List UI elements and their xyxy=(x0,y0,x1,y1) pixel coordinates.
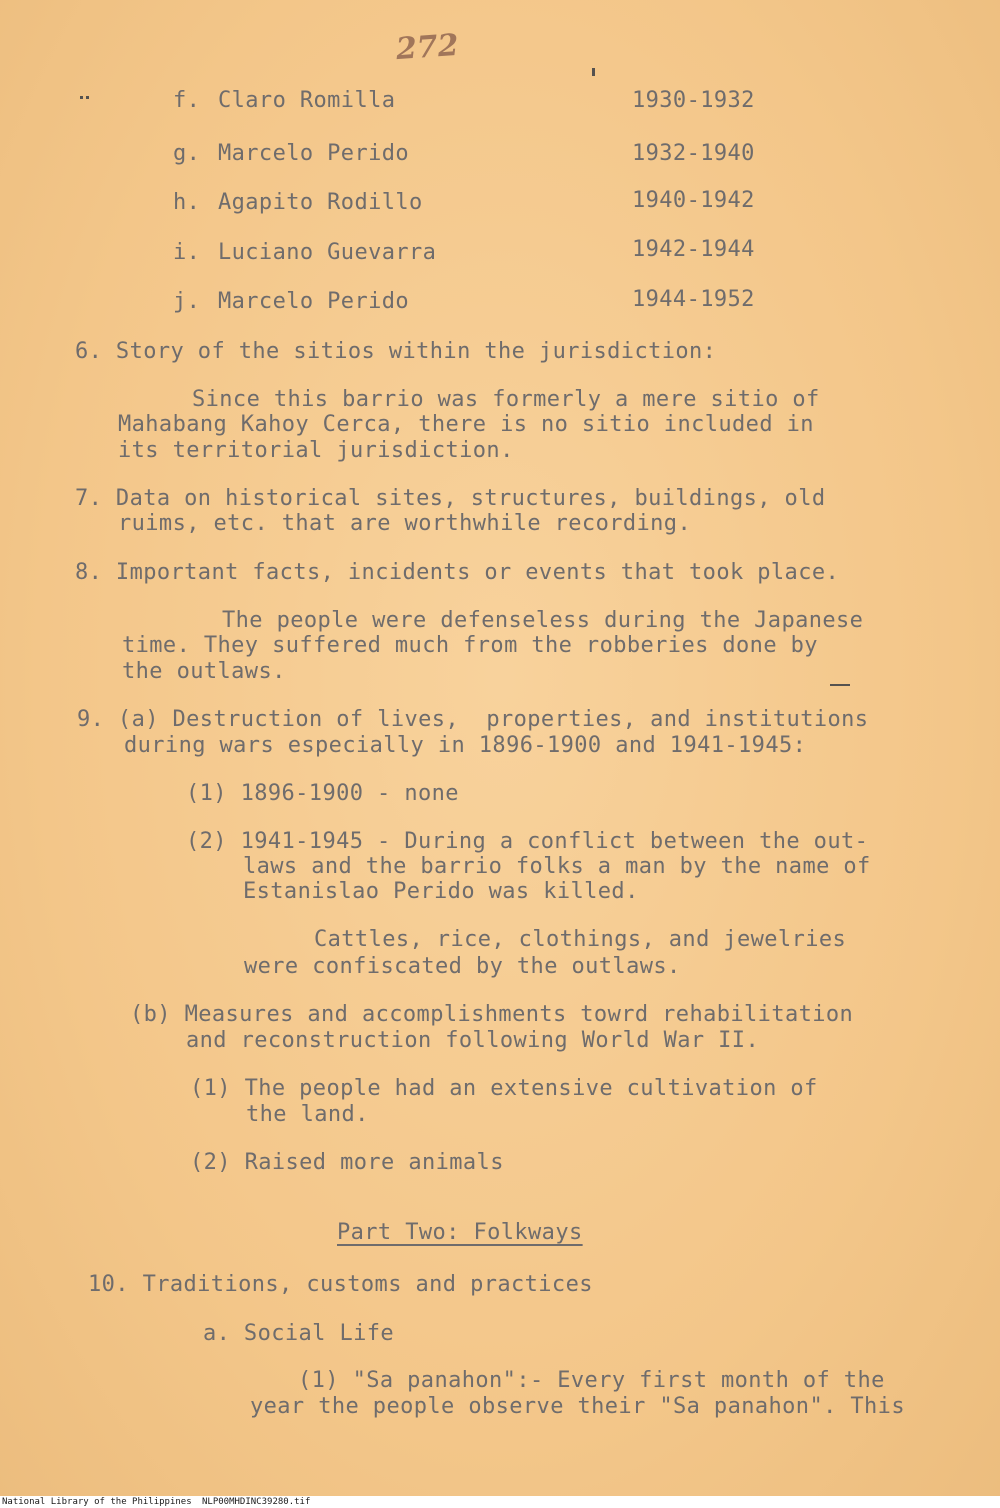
section-10-sub-a: a. Social Life xyxy=(203,1321,395,1346)
section-9a2-more: were confiscated by the outlaws. xyxy=(244,954,681,979)
section-9a2-line: (2) 1941-1945 - During a conflict between the out- xyxy=(186,829,869,854)
section-6-line: Since this barrio was formerly a mere sitio of xyxy=(192,387,820,412)
official-years: 1944-1952 xyxy=(632,287,755,312)
section-10-item-1: year the people observe their "Sa panahon". This xyxy=(250,1394,905,1419)
official-letter: g. xyxy=(173,141,201,166)
section-9b2: (2) Raised more animals xyxy=(190,1150,504,1175)
section-9b-line: (b) Measures and accomplishments towrd rehabilitation xyxy=(130,1002,854,1027)
official-name: Agapito Rodillo xyxy=(218,190,423,215)
official-name: Claro Romilla xyxy=(218,88,396,113)
page-number: 272 xyxy=(394,27,460,68)
section-9b1: the land. xyxy=(246,1102,369,1127)
section-7-line: 7. Data on historical sites, structures, buildings, old xyxy=(75,486,826,511)
stray-mark xyxy=(592,68,595,76)
official-letter: j. xyxy=(173,289,201,314)
stray-mark xyxy=(86,96,89,99)
section-9a2-line: Estanislao Perido was killed. xyxy=(243,879,639,904)
section-10-item-1: (1) "Sa panahon":- Every first month of the xyxy=(298,1368,885,1393)
official-letter: f. xyxy=(173,88,201,113)
section-9a-line: 9. (a) Destruction of lives, properties, and institutions xyxy=(77,707,869,732)
footer-library: National Library of the Philippines xyxy=(2,1497,192,1507)
official-name: Marcelo Perido xyxy=(218,289,410,314)
section-9a2-line: laws and the barrio folks a man by the name of xyxy=(243,854,871,879)
official-letter: i. xyxy=(173,240,201,265)
official-letter: h. xyxy=(173,190,201,215)
part-two-title: Part Two: Folkways xyxy=(337,1220,583,1245)
section-9b1: (1) The people had an extensive cultivation of xyxy=(190,1076,818,1101)
section-9a-line: during wars especially in 1896-1900 and 1941-1945: xyxy=(124,733,807,758)
footer-file: NLP00MHDINC39280.tif xyxy=(202,1497,311,1507)
section-8-line: The people were defenseless during the Japanese xyxy=(222,608,864,633)
official-years: 1932-1940 xyxy=(632,141,755,166)
section-8-line: time. They suffered much from the robberies done by xyxy=(122,633,818,658)
section-8-heading: 8. Important facts, incidents or events that took place. xyxy=(75,560,840,585)
section-9a2-more: Cattles, rice, clothings, and jewelries xyxy=(314,927,847,952)
section-6-heading: 6. Story of the sitios within the jurisdiction: xyxy=(75,339,717,364)
section-6-line: Mahabang Kahoy Cerca, there is no sitio included in xyxy=(118,412,814,437)
section-9a1: (1) 1896-1900 - none xyxy=(186,781,459,806)
section-8-line: the outlaws. xyxy=(122,659,286,684)
section-10-heading: 10. Traditions, customs and practices xyxy=(88,1272,593,1297)
official-name: Luciano Guevarra xyxy=(218,240,437,265)
stray-mark xyxy=(80,96,83,99)
stray-mark xyxy=(830,684,850,686)
official-years: 1940-1942 xyxy=(632,188,755,213)
official-years: 1942-1944 xyxy=(632,237,755,262)
official-years: 1930-1932 xyxy=(632,88,755,113)
section-6-line: its territorial jurisdiction. xyxy=(118,438,514,463)
section-9b-line: and reconstruction following World War II. xyxy=(186,1028,760,1053)
official-name: Marcelo Perido xyxy=(218,141,410,166)
section-7-line: ruims, etc. that are worthwhile recording. xyxy=(118,511,692,536)
